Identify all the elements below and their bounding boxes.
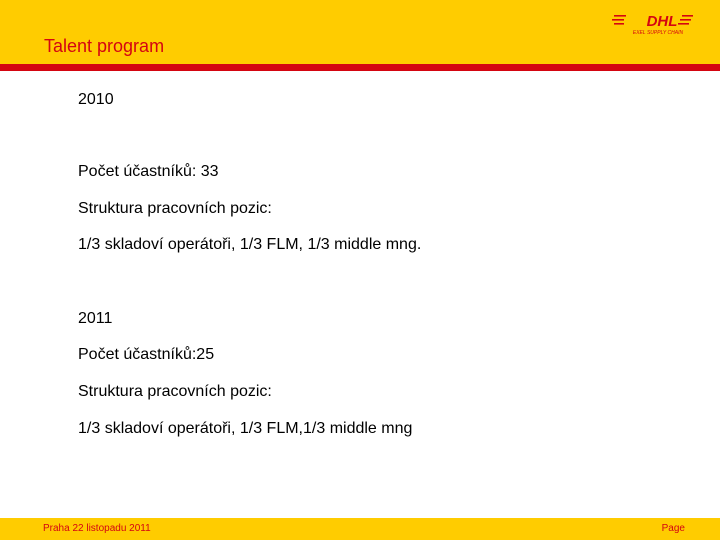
footer-page-label: Page	[661, 523, 685, 534]
participants-2011: Počet účastníků:25	[78, 346, 215, 363]
participants-2010: Počet účastníků: 33	[78, 163, 219, 180]
slide-title: Talent program	[44, 36, 165, 56]
year-2010-heading: 2010	[78, 91, 114, 108]
logo-text: DHL	[646, 13, 678, 30]
year-2011-heading: 2011	[78, 310, 113, 327]
header-divider	[0, 64, 720, 71]
structure-label-2011: Struktura pracovních pozic:	[78, 383, 272, 400]
structure-value-2011: 1/3 skladoví operátoři, 1/3 FLM,1/3 middle mng	[78, 420, 413, 437]
header-bar	[0, 0, 720, 64]
structure-label-2010: Struktura pracovních pozic:	[78, 200, 272, 217]
structure-value-2010: 1/3 skladoví operátoři, 1/3 FLM, 1/3 middle mng.	[78, 236, 422, 253]
dhl-logo-icon	[612, 12, 694, 36]
footer-bar	[0, 518, 720, 540]
footer-date: Praha 22 listopadu 2011	[43, 523, 151, 534]
logo-subtext: EXEL SUPPLY CHAIN	[632, 30, 684, 36]
